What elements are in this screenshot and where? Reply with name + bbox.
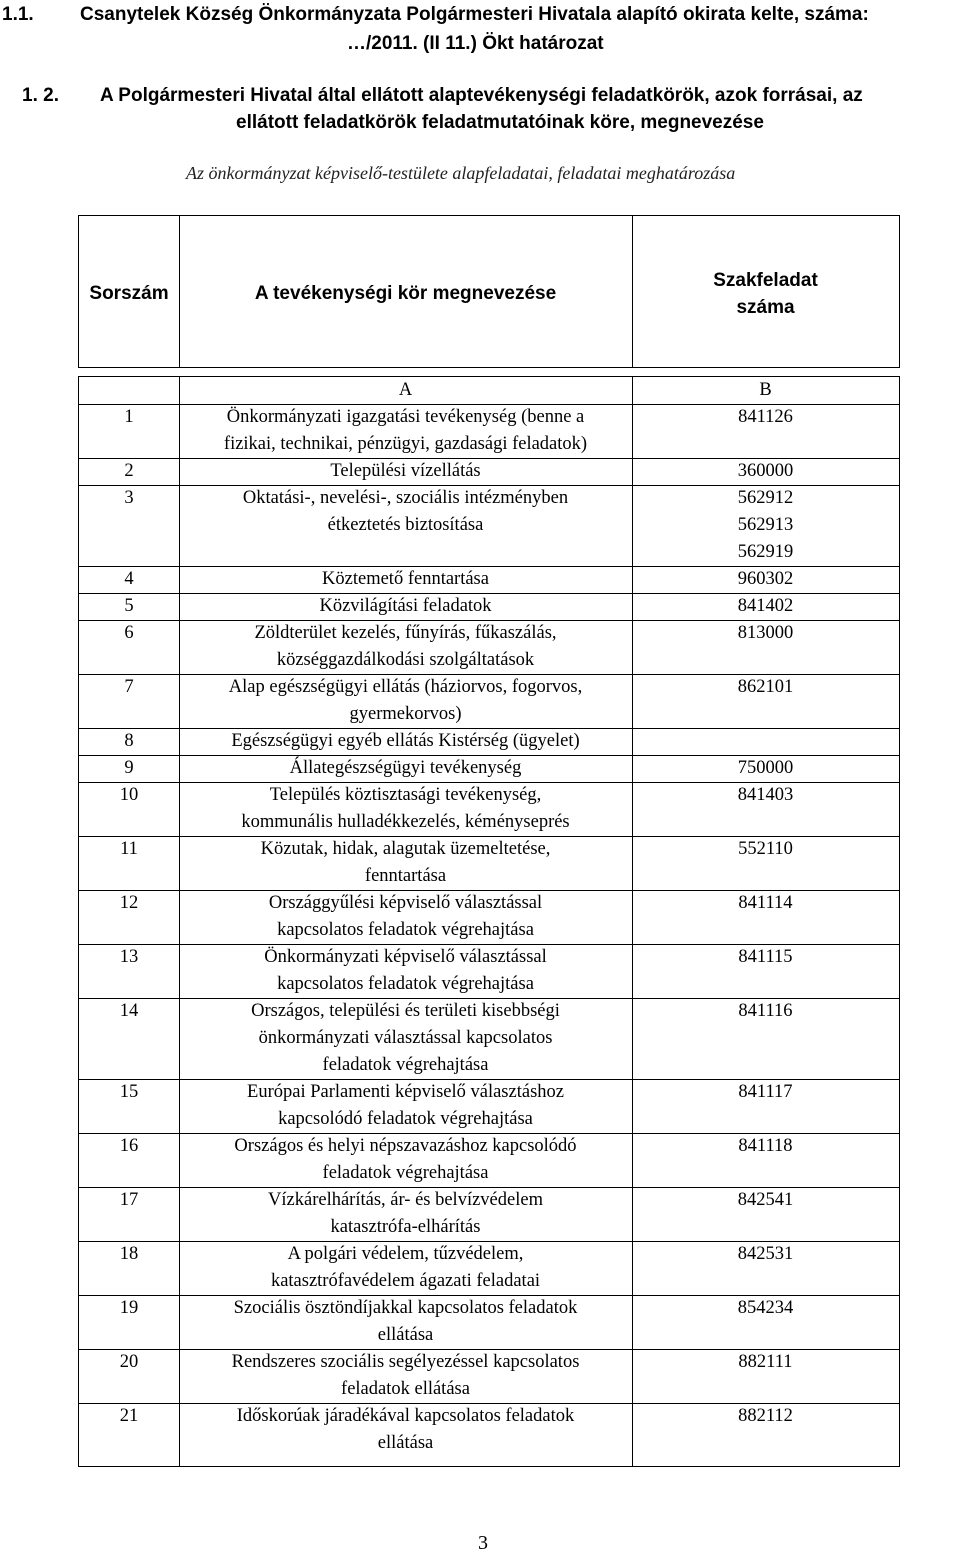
row-code: 841117 xyxy=(738,1082,793,1102)
subtitle: Az önkormányzat képviselő-testülete alapfeladatai, feladatai meghatározása xyxy=(186,163,736,183)
row-code: 562919 xyxy=(737,542,794,562)
row-description: Önkormányzati igazgatási tevékenység (benne a xyxy=(226,407,585,427)
row-description: Európai Parlamenti képviselő választáshoz xyxy=(247,1082,564,1102)
row-description: Időskorúak járadékával kapcsolatos feladatok xyxy=(236,1406,575,1426)
row-description: Települési vízellátás xyxy=(330,461,481,481)
row-number: 19 xyxy=(119,1298,139,1318)
row-description: Országos és helyi népszavazáshoz kapcsolódó xyxy=(234,1136,577,1156)
row-description: feladatok ellátása xyxy=(341,1379,470,1399)
row-code: 842531 xyxy=(737,1244,794,1264)
row-number: 7 xyxy=(124,677,134,697)
row-code: 813000 xyxy=(737,623,794,643)
column-letter-b: B xyxy=(759,380,772,400)
row-number: 13 xyxy=(119,947,139,967)
section-title-1-1: Csanytelek Község Önkormányzata Polgármesteri Hivatala alapító okirata kelte, száma: xyxy=(80,4,869,25)
row-description: ellátása xyxy=(377,1325,434,1345)
activity-table xyxy=(78,376,900,1467)
section-number-1-1: 1.1. xyxy=(2,4,34,25)
row-code: 841114 xyxy=(738,893,793,913)
row-code: 841115 xyxy=(738,947,793,967)
row-code: 882111 xyxy=(738,1352,793,1372)
row-number: 15 xyxy=(119,1082,139,1102)
row-description: feladatok végrehajtása xyxy=(322,1055,489,1075)
row-number: 11 xyxy=(120,839,138,859)
page-number: 3 xyxy=(478,1532,488,1554)
row-description: Önkormányzati képviselő választással xyxy=(264,947,547,967)
row-description: Rendszeres szociális segélyezéssel kapcsolatos xyxy=(231,1352,580,1372)
row-code: 841118 xyxy=(738,1136,793,1156)
row-description: Egészségügyi egyéb ellátás Kistérség (ügyelet) xyxy=(231,731,580,751)
row-number: 6 xyxy=(124,623,134,643)
row-description: étkeztetés biztosítása xyxy=(327,515,484,535)
row-code: 562912 xyxy=(737,488,794,508)
row-number: 8 xyxy=(124,731,134,751)
row-code: 562913 xyxy=(737,515,794,535)
row-description: ellátása xyxy=(377,1433,434,1453)
row-code: 960302 xyxy=(737,569,794,589)
row-code: 882112 xyxy=(738,1406,793,1426)
row-code: 841402 xyxy=(737,596,794,616)
row-code: 842541 xyxy=(737,1190,794,1210)
row-description: gyermekorvos) xyxy=(349,704,462,724)
row-description: Közvilágítási feladatok xyxy=(319,596,492,616)
row-description: Szociális ösztöndíjakkal kapcsolatos feladatok xyxy=(233,1298,578,1318)
row-code: 841116 xyxy=(738,1001,793,1021)
row-number: 1 xyxy=(124,407,134,427)
row-description: Állategészségügyi tevékenység xyxy=(289,758,522,778)
row-number: 9 xyxy=(124,758,134,778)
row-description: Zöldterület kezelés, fűnyírás, fűkaszálás, xyxy=(254,623,557,643)
row-code: 841403 xyxy=(737,785,794,805)
row-code: 862101 xyxy=(737,677,794,697)
row-description: Országos, települési és területi kisebbségi xyxy=(251,1001,560,1021)
row-code: 750000 xyxy=(737,758,794,778)
section-number-1-2: 1. 2. xyxy=(22,85,59,106)
row-number: 14 xyxy=(119,1001,139,1021)
row-description: kommunális hulladékkezelés, kéményseprés xyxy=(241,812,570,832)
header-szama: száma xyxy=(736,297,795,318)
row-description: községgazdálkodási szolgáltatások xyxy=(276,650,535,670)
row-code: 360000 xyxy=(737,461,794,481)
row-number: 16 xyxy=(119,1136,139,1156)
row-description: önkormányzati választással kapcsolatos xyxy=(258,1028,553,1048)
row-description: feladatok végrehajtása xyxy=(322,1163,489,1183)
row-description: fenntartása xyxy=(364,866,447,886)
row-code: 841126 xyxy=(738,407,793,427)
row-description: katasztrófavédelem ágazati feladatai xyxy=(270,1271,541,1291)
header-sorszam: Sorszám xyxy=(89,283,169,304)
row-description: katasztrófa-elhárítás xyxy=(330,1217,481,1237)
row-number: 21 xyxy=(119,1406,139,1426)
row-code: 552110 xyxy=(738,839,793,859)
row-description: Település köztisztasági tevékenység, xyxy=(269,785,542,805)
row-number: 5 xyxy=(124,596,134,616)
section-title-1-2-line2: ellátott feladatkörök feladatmutatóinak köre, megnevezése xyxy=(236,112,764,133)
section-title-1-2: A Polgármesteri Hivatal által ellátott alaptevékenységi feladatkörök, azok forrásai, az xyxy=(100,85,863,106)
row-number: 12 xyxy=(119,893,139,913)
row-description: Vízkárelhárítás, ár- és belvízvédelem xyxy=(268,1190,543,1210)
row-code: 854234 xyxy=(737,1298,794,1318)
row-number: 18 xyxy=(119,1244,139,1264)
row-number: 20 xyxy=(119,1352,139,1372)
section-title-1-1-line2: …/2011. (II 11.) Ökt határozat xyxy=(347,33,604,54)
row-description: kapcsolódó feladatok végrehajtása xyxy=(278,1109,533,1129)
header-tevekenyseg: A tevékenységi kör megnevezése xyxy=(254,283,557,304)
row-number: 17 xyxy=(119,1190,139,1210)
column-letter-a: A xyxy=(398,380,413,400)
header-szakfeladat: Szakfeladat xyxy=(713,270,818,291)
table-header-box xyxy=(78,215,900,368)
row-description: fizikai, technikai, pénzügyi, gazdasági feladatok) xyxy=(223,434,588,454)
row-number: 10 xyxy=(119,785,139,805)
row-description: kapcsolatos feladatok végrehajtása xyxy=(277,974,534,994)
row-number: 3 xyxy=(124,488,134,508)
row-description: Oktatási-, nevelési-, szociális intézményben xyxy=(242,488,569,508)
row-description: kapcsolatos feladatok végrehajtása xyxy=(277,920,534,940)
row-description: Alap egészségügyi ellátás (háziorvos, fogorvos, xyxy=(228,677,583,697)
row-number: 2 xyxy=(124,461,134,481)
row-description: Köztemető fenntartása xyxy=(322,569,489,589)
row-description: Országgyűlési képviselő választással xyxy=(268,893,543,913)
row-description: Közutak, hidak, alagutak üzemeltetése, xyxy=(260,839,551,859)
row-number: 4 xyxy=(124,569,134,589)
row-description: A polgári védelem, tűzvédelem, xyxy=(287,1244,524,1264)
